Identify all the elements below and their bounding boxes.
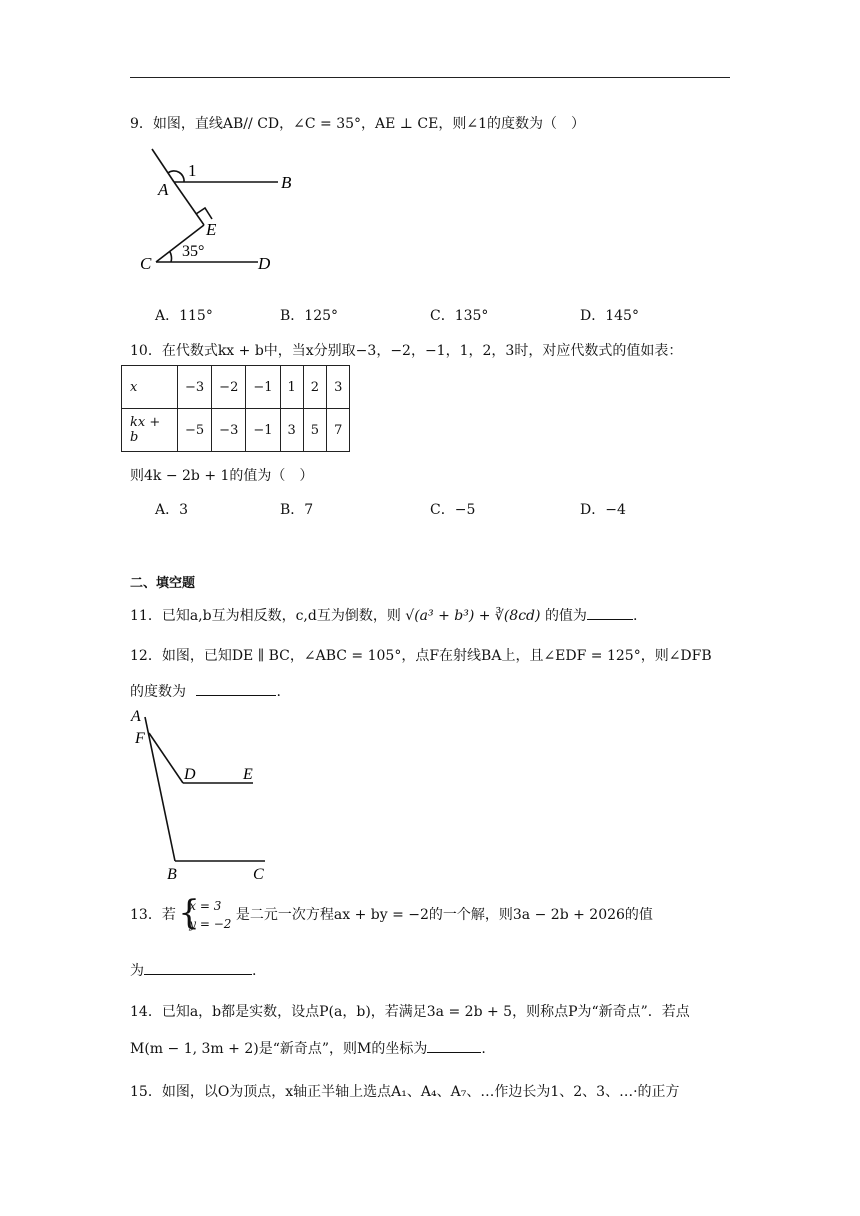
q11-expression: √(a³ + b³) + ∛(8cd): [405, 608, 541, 624]
q10-table: [121, 365, 350, 452]
q12-line2: 的度数为: [130, 684, 186, 700]
table-cell: 5: [303, 409, 326, 452]
q13-equation-system: [180, 897, 231, 933]
q9-option-a[interactable]: A．115°: [155, 308, 213, 324]
q14-answer-blank[interactable]: [427, 1039, 481, 1053]
q14-end: .: [481, 1041, 486, 1057]
q11-prefix: 11．已知a,b互为相反数，c,d互为倒数，则: [130, 608, 401, 624]
q9-label-e: E: [206, 220, 217, 239]
q12-label-a: A: [131, 708, 141, 725]
q9-option-b[interactable]: B．125°: [280, 308, 339, 324]
q9-segment-ae: [174, 182, 204, 225]
q12-label-e: E: [243, 766, 253, 783]
q13-answer-blank[interactable]: [144, 961, 252, 975]
table-cell: −1: [246, 409, 280, 452]
q10-option-d[interactable]: D．−4: [580, 502, 626, 518]
q13-line2: 为: [130, 963, 144, 979]
q9-ray-a: [152, 149, 174, 182]
q15-text: 15．如图，以O为顶点，x轴正半轴上选点A₁、A₄、A₇、…作边长为1、2、3、…·的正方: [130, 1084, 680, 1100]
q11-end: .: [632, 608, 638, 624]
header-rule: [130, 77, 730, 78]
q9-angle-c-arc: [170, 252, 171, 262]
q9-label-d: D: [258, 254, 271, 273]
q12-end: .: [276, 684, 281, 700]
q9-option-c[interactable]: C．135°: [430, 308, 489, 324]
q12-label-d: D: [184, 766, 196, 783]
table-cell: 2: [303, 366, 326, 409]
q9-label-angle: 35°: [182, 243, 205, 260]
q12-label-b: B: [167, 866, 177, 883]
table-cell: −1: [246, 366, 280, 409]
q9-figure: [140, 145, 290, 275]
q12-line2-wrap: [130, 681, 281, 701]
q9-option-d[interactable]: D．145°: [580, 308, 639, 324]
table-cell: 1: [280, 366, 303, 409]
table-cell: kx + b: [122, 409, 178, 452]
table-cell: x: [122, 366, 178, 409]
q12-label-f: F: [135, 730, 145, 747]
q9-label-c: C: [140, 254, 152, 273]
q11-answer-blank[interactable]: [587, 606, 633, 620]
table-row: [122, 366, 350, 409]
table-cell: −3: [178, 366, 212, 409]
q9-text: 9．如图，直线AB// CD，∠C = 35°，AE ⊥ CE，则∠1的度数为（ ）: [130, 116, 585, 132]
q9-label-a: A: [158, 180, 169, 199]
q12-label-c: C: [253, 866, 264, 883]
q14-line2: M(m − 1, 3m + 2)是“新奇点”，则M的坐标为: [130, 1041, 428, 1057]
q10-option-a[interactable]: A．3: [155, 502, 189, 518]
q13-mid: 是二元一次方程ax + by = −2的一个解，则3a − 2b + 2026的值: [235, 907, 653, 923]
section-title: 二、填空题: [130, 576, 196, 591]
q10-option-c[interactable]: C．−5: [430, 502, 476, 518]
q10-text: 10．在代数式kx + b中，当x分别取−3，−2，−1，1，2，3时，对应代数式的值如表：: [130, 343, 683, 359]
table-cell: 3: [327, 366, 350, 409]
q9-label-b: B: [281, 173, 292, 192]
q13-line2-wrap: [130, 960, 256, 980]
q11-suffix: 的值为: [544, 608, 587, 624]
table-cell: 3: [280, 409, 303, 452]
q13-prefix: 13．若: [130, 907, 176, 923]
q13-end: .: [252, 963, 257, 979]
q11-line: [130, 605, 637, 625]
q12-line1: 12．如图，已知DE ∥ BC，∠ABC = 105°，点F在射线BA上，且∠EDF = 125°，则∠DFB: [130, 648, 712, 664]
table-row: [122, 409, 350, 452]
q13-line1: [130, 897, 653, 933]
q10-ask: 则4k − 2b + 1的值为（ ）: [130, 468, 314, 484]
q13-eq2: y = −2: [189, 917, 232, 931]
table-cell: −5: [178, 409, 212, 452]
q10-option-b[interactable]: B．7: [280, 502, 314, 518]
q13-eq1: { x = 3: [189, 899, 222, 913]
table-cell: −2: [212, 366, 246, 409]
q14-line1: 14．已知a，b都是实数，设点P(a，b)，若满足3a = 2b + 5，则称点P为“新奇点”．若点: [130, 1004, 690, 1020]
table-cell: −3: [212, 409, 246, 452]
q12-figure: [125, 703, 275, 883]
q12-ray-ba: [145, 717, 175, 861]
q14-line2-wrap: [130, 1038, 486, 1058]
q9-label-1: 1: [188, 161, 197, 180]
table-cell: 7: [327, 409, 350, 452]
q12-answer-blank[interactable]: [196, 682, 276, 696]
